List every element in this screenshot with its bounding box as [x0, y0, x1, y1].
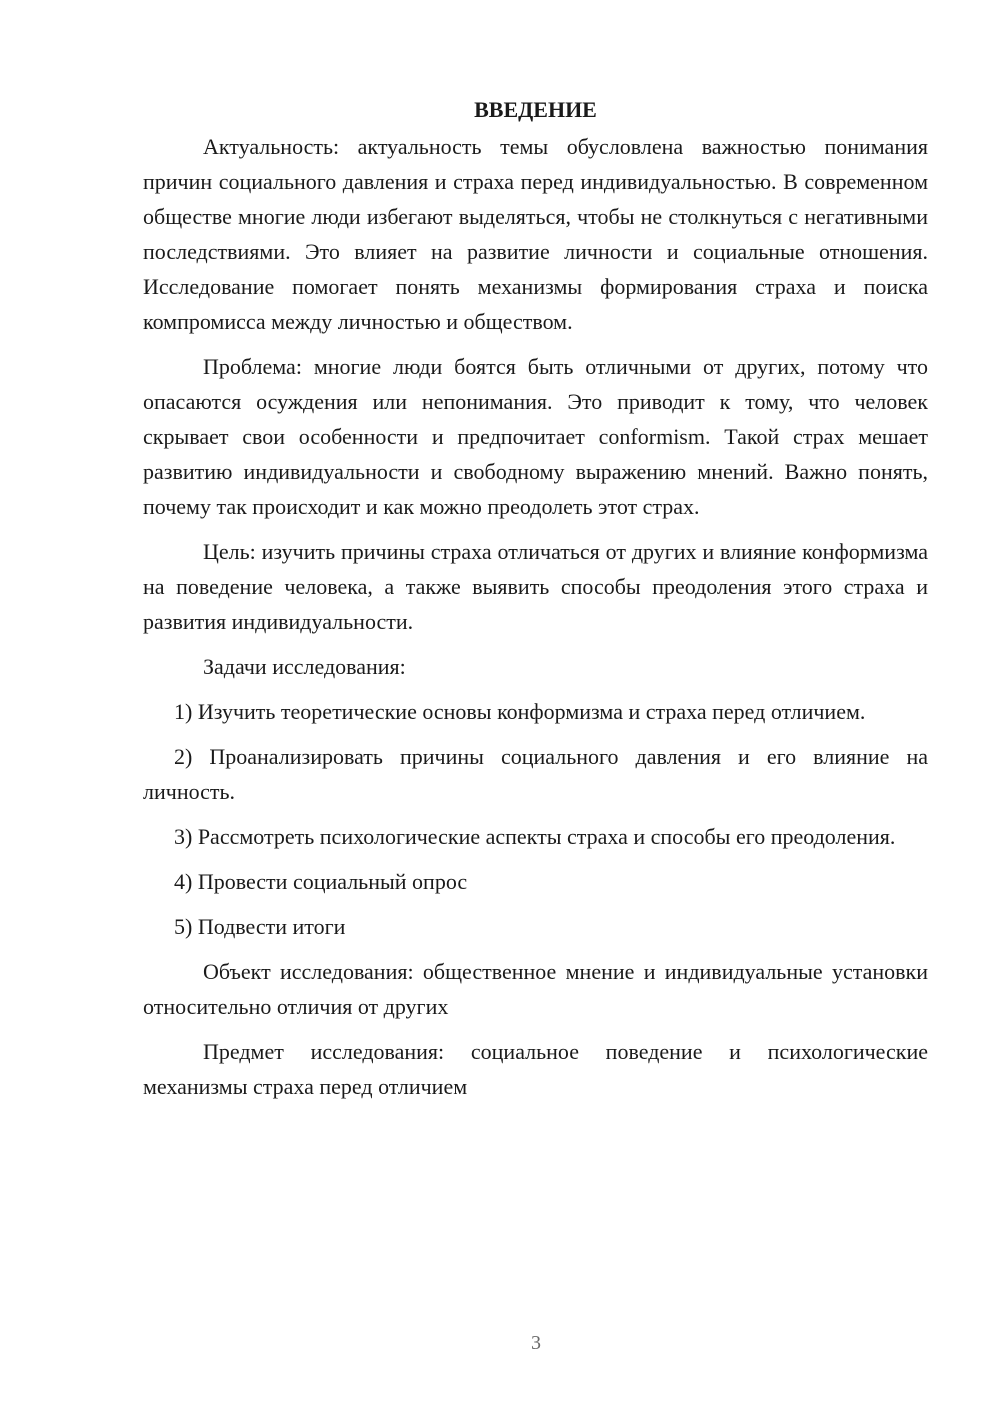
object-paragraph: Объект исследования: общественное мнение и индивидуальные установки относительно отличия от других [143, 959, 928, 1019]
task-item: 2) Проанализировать причины социального давления и его влияние на личность. [143, 744, 928, 804]
subject-paragraph: Предмет исследования: социальное поведение и психологические механизмы страха перед отличием [143, 1039, 928, 1099]
task-item: 4) Провести социальный опрос [174, 869, 468, 894]
task-item: 3) Рассмотреть психологические аспекты страха и способы его преодоления. [174, 824, 896, 849]
task-item: 1) Изучить теоретические основы конформизма и страха перед отличием. [174, 699, 866, 724]
page-number: 3 [531, 1332, 541, 1354]
goal-paragraph: Цель: изучить причины страха отличаться от других и влияние конформизма на поведение человека, а также выявить способы преодоления этого страха и развития индивидуальности. [143, 539, 928, 634]
task-item: 5) Подвести итоги [174, 914, 346, 939]
page-content [143, 92, 928, 1114]
page-title: ВВЕДЕНИЕ [474, 97, 597, 122]
problem-paragraph: Проблема: многие люди боятся быть отличными от других, потому что опасаются осуждения или непонимания. Это приводит к тому, что человек скрывает свои особенности и предпочитает conformism. Такой страх мешает развитию индивидуальности и свободному выражению мнений. Важно понять, почему так происходит и как можно преодолеть этот страх. [143, 354, 928, 519]
tasks-heading: Задачи исследования: [203, 654, 406, 679]
relevance-paragraph: Актуальность: актуальность темы обусловлена важностью понимания причин социального давления и страха перед индивидуальностью. В современном обществе многие люди избегают выделяться, чтобы не столкнуться с негативными последствиями. Это влияет на развитие личности и социальные отношения. Исследование помогает понять механизмы формирования страха и поиска компромисса между личностью и обществом. [143, 134, 928, 334]
